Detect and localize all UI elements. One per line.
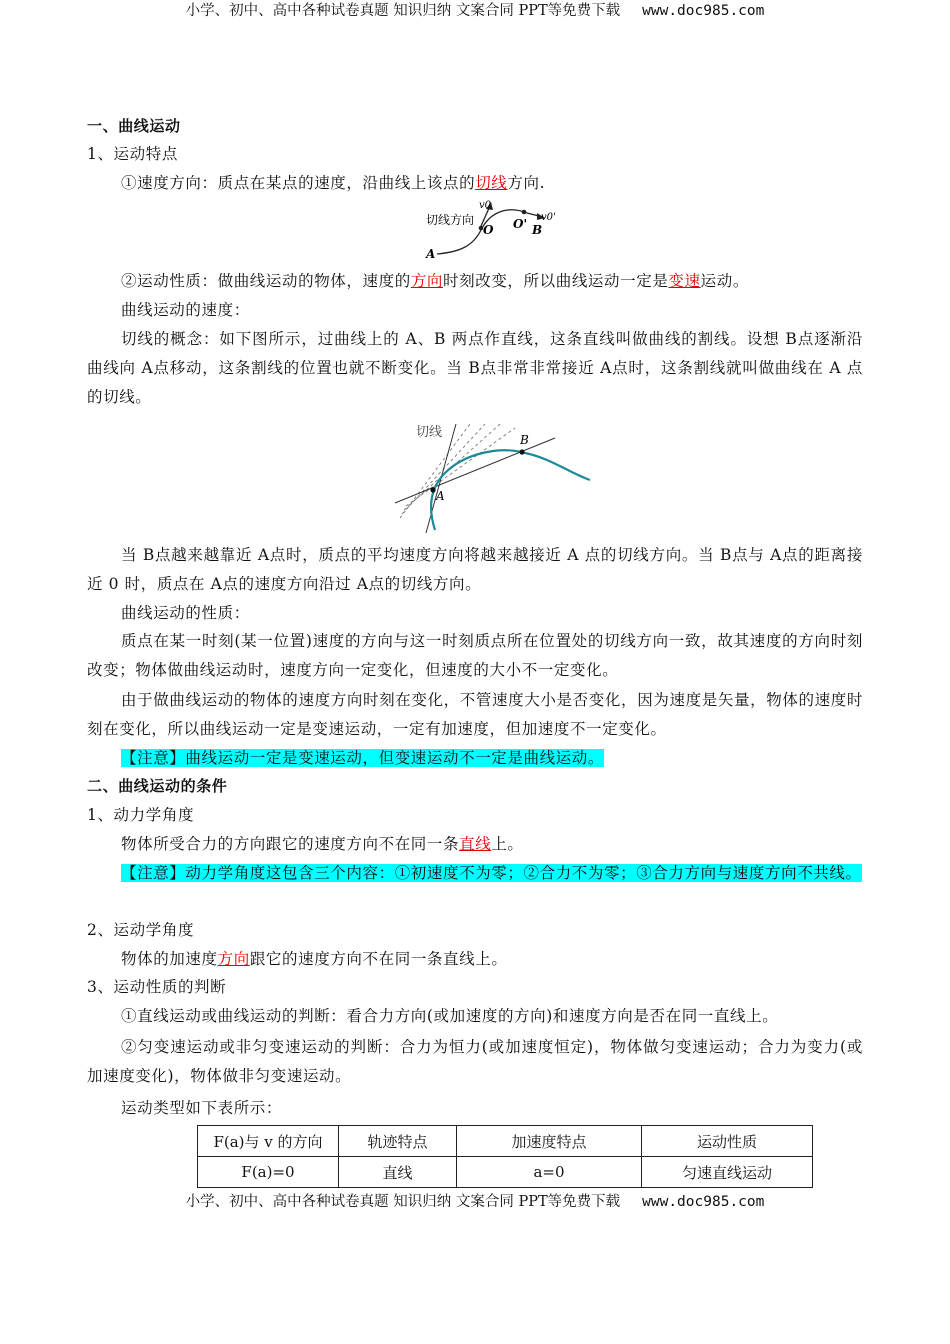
svg-text:O': O' bbox=[513, 217, 528, 231]
paragraph-judgement-1: ①直线运动或曲线运动的判断：看合力方向(或加速度的方向)和速度方向是否在同一直线上。 bbox=[121, 1007, 779, 1025]
table-cell: a=0 bbox=[457, 1157, 642, 1188]
svg-text:A: A bbox=[426, 247, 436, 261]
page-header bbox=[0, 1, 950, 21]
paragraph-average-velocity: 当 B点越来越靠近 A点时，质点的平均速度方向将越来越接近 A 点的切线方向。当 B点与 A点的距离接近 0 时，质点在 A点的速度方向沿过 A点的切线方向。 bbox=[87, 546, 863, 593]
paragraph-velocity-direction: ①速度方向：质点在某点的速度，沿曲线上该点的切线方向. bbox=[121, 174, 546, 192]
page-footer bbox=[0, 1192, 950, 1212]
paragraph-tangent-concept: 切线的概念：如下图所示，过曲线上的 A、B 两点作直线，这条直线叫做曲线的割线。设想 B点逐渐沿曲线向 A点移动，这条割线的位置也就不断变化。当 B点非常非常接近 A点时，这条割线就叫做曲线在 A 点的切线。 bbox=[87, 330, 863, 406]
paragraph-velocity-direction-change: 质点在某一时刻(某一位置)速度的方向与这一时刻质点所在位置处的切线方向一致，故其速度的方向时刻改变；物体做曲线运动时，速度方向一定变化，但速度的大小不一定变化。 bbox=[87, 632, 863, 679]
table-cell: F(a)=0 bbox=[198, 1157, 339, 1188]
svg-text:O: O bbox=[483, 223, 494, 237]
paragraph-kinematics: 物体的加速度方向跟它的速度方向不在同一条直线上。 bbox=[121, 950, 508, 968]
motion-type-table bbox=[197, 1125, 813, 1188]
svg-text:切线: 切线 bbox=[416, 425, 443, 440]
svg-text:A: A bbox=[436, 489, 445, 503]
section-2-title: 二、曲线运动的条件 bbox=[87, 777, 228, 795]
svg-text:B: B bbox=[532, 223, 543, 237]
footer-url[interactable]: www.doc985.com bbox=[642, 1194, 765, 1210]
footer-text: 小学、初中、高中各种试卷真题 知识归纳 文案合同 PPT等免费下载 bbox=[185, 1194, 621, 1210]
table-header: 加速度特点 bbox=[457, 1126, 642, 1157]
table-header: 运动性质 bbox=[642, 1126, 813, 1157]
svg-text:v0': v0' bbox=[541, 212, 556, 223]
paragraph-variable-motion: 由于做曲线运动的物体的速度方向时刻在变化，不管速度大小是否变化，因为速度是矢量，物体的速度时刻在变化，所以曲线运动一定是变速运动，一定有加速度，但加速度不一定变化。 bbox=[87, 691, 863, 738]
svg-text:v0: v0 bbox=[479, 200, 492, 211]
subheading-kinematics: 2、运动学角度 bbox=[87, 921, 195, 939]
table-header: 轨迹特点 bbox=[339, 1126, 457, 1157]
note-variable-motion: 【注意】曲线运动一定是变速运动，但变速运动不一定是曲线运动。 bbox=[121, 749, 605, 767]
paragraph-table-intro: 运动类型如下表所示： bbox=[121, 1099, 283, 1117]
paragraph-judgement-2: ②匀变速运动或非匀变速运动的判断：合力为恒力(或加速度恒定)，物体做匀变速运动；合力为变力(或加速度变化)，物体做非匀变速运动。 bbox=[87, 1038, 863, 1085]
tangent-direction-figure bbox=[415, 196, 565, 262]
subheading-judgement: 3、运动性质的判断 bbox=[87, 978, 227, 996]
tangent-secant-figure bbox=[390, 418, 600, 538]
table-cell: 匀速直线运动 bbox=[642, 1157, 813, 1188]
paragraph-motion-nature: ②运动性质：做曲线运动的物体，速度的方向时刻改变，所以曲线运动一定是变速运动。 bbox=[121, 272, 749, 290]
subheading-dynamics: 1、动力学角度 bbox=[87, 806, 195, 824]
paragraph-curve-properties: 曲线运动的性质： bbox=[121, 604, 250, 622]
note-dynamics: 【注意】动力学角度这包含三个内容：①初速度不为零；②合力不为零；③合力方向与速度方向不共线。 bbox=[121, 864, 862, 882]
table-row bbox=[198, 1157, 813, 1188]
table-cell: 直线 bbox=[339, 1157, 457, 1188]
svg-text:切线方向: 切线方向 bbox=[426, 213, 475, 227]
header-text: 小学、初中、高中各种试卷真题 知识归纳 文案合同 PPT等免费下载 bbox=[185, 3, 621, 19]
table-header-row bbox=[198, 1126, 813, 1157]
section-1-title: 一、曲线运动 bbox=[87, 117, 181, 135]
svg-text:B: B bbox=[520, 433, 529, 447]
subheading-motion-features: 1、运动特点 bbox=[87, 145, 178, 163]
paragraph-curve-velocity: 曲线运动的速度： bbox=[121, 301, 250, 319]
paragraph-dynamics: 物体所受合力的方向跟它的速度方向不在同一条直线上。 bbox=[121, 835, 524, 853]
header-url[interactable]: www.doc985.com bbox=[642, 3, 765, 19]
table-header: F(a)与 v 的方向 bbox=[198, 1126, 339, 1157]
